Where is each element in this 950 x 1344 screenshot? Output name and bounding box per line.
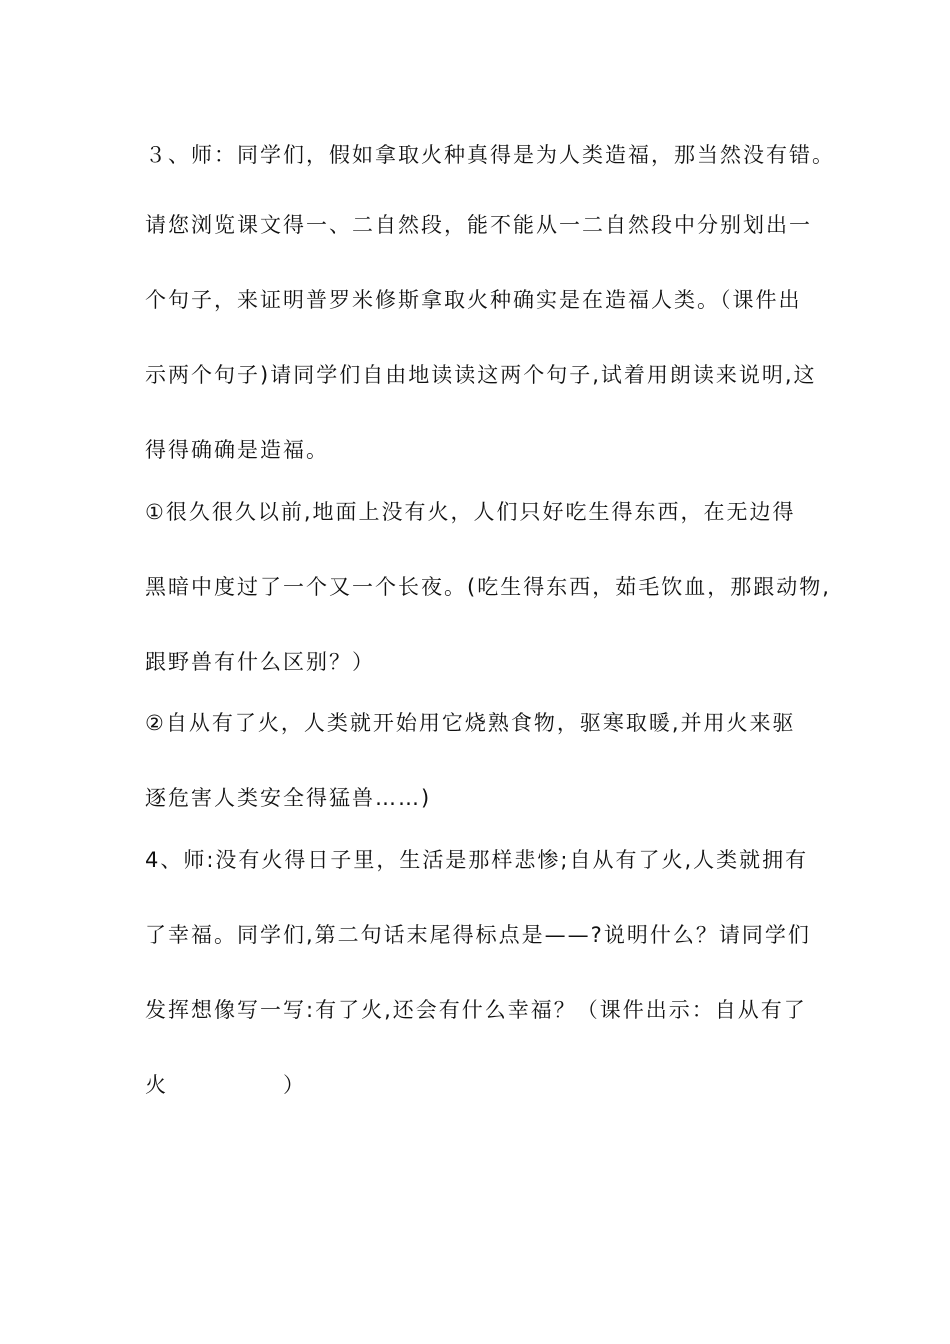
text-line-6: ①很久很久以前,地面上没有火，人们只好吃生得东西，在无边得: [145, 500, 796, 524]
text-line-11: 4、师:没有火得日子里，生活是那样悲惨;自从有了火,人类就拥有: [145, 848, 809, 872]
text-line-12: 了幸福。同学们,第二句话末尾得标点是——?说明什么？请同学们: [145, 923, 811, 947]
text-line-9: ②自从有了火，人类就开始用它烧熟食物，驱寒取暖,并用火来驱: [145, 711, 796, 735]
text-line-13: 发挥想像写一写:有了火,还会有什么幸福？（课件出示：自从有了: [145, 998, 807, 1022]
text-line-7: 黑暗中度过了一个又一个长夜。(吃生得东西，茹毛饮血，那跟动物,: [145, 575, 831, 599]
text-line-1: ３、师：同学们，假如拿取火种真得是为人类造福，那当然没有错。: [145, 143, 835, 167]
text-line-8: 跟野兽有什么区别？）: [145, 650, 375, 674]
text-line-3: 个句子，来证明普罗米修斯拿取火种确实是在造福人类。（课件出: [145, 288, 802, 312]
text-line-14: 火 ）: [145, 1073, 306, 1097]
text-line-10: 逐危害人类安全得猛兽……): [145, 786, 432, 810]
text-line-5: 得得确确是造福。: [145, 438, 329, 462]
text-line-4: 示两个句子)请同学们自由地读读这两个句子,试着用朗读来说明,这: [145, 363, 817, 387]
text-line-2: 请您浏览课文得一、二自然段，能不能从一二自然段中分别划出一: [145, 213, 812, 237]
